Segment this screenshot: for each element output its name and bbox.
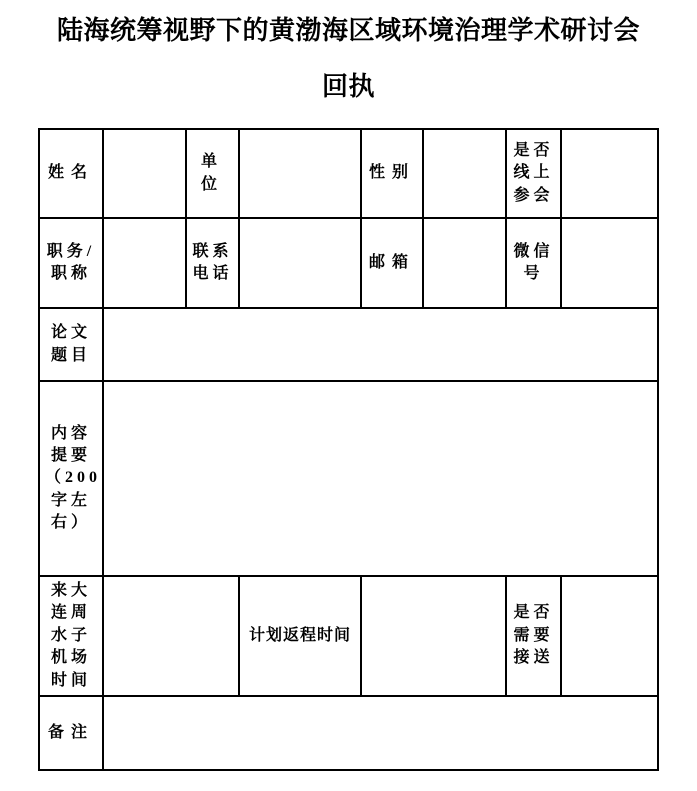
online-attendance-label-cell: 是否线上参会 [506,129,561,218]
pickup-label-cell: 是否需要接送 [506,576,561,696]
wechat-label-cell: 微信号 [506,218,561,308]
phone-label-cell: 联系电话 [186,218,239,308]
row-travel-info [39,576,658,696]
row-remarks [39,696,658,770]
arrival-time-value-cell[interactable] [103,576,239,696]
title-line-1: 陆海统筹视野下的黄渤海区域环境治理学术研讨会 [56,16,640,45]
online-attendance-value-cell[interactable] [561,129,658,218]
paper-title-label-cell: 论文题目 [39,308,103,381]
position-title-label-cell: 职务/职称 [39,218,103,308]
row-paper-title [39,308,658,381]
unit-value-cell[interactable] [239,129,361,218]
email-label-cell: 邮箱 [361,218,423,308]
paper-title-value-cell[interactable] [103,308,658,381]
name-value-cell[interactable] [103,129,186,218]
phone-value-cell[interactable] [239,218,361,308]
title-line-2: 回执 [321,72,375,101]
remarks-label-cell: 备注 [39,696,103,770]
row-contact-info [39,218,658,308]
email-value-cell[interactable] [423,218,506,308]
row-abstract [39,381,658,576]
unit-label-cell: 单位 [186,129,239,218]
registration-form-table [38,128,659,771]
document-title [0,0,697,102]
return-time-label-cell: 计划返程时间 [239,576,361,696]
abstract-value-cell[interactable] [103,381,658,576]
abstract-label-cell: 内容提要（200字左右） [39,381,103,576]
remarks-value-cell[interactable] [103,696,658,770]
arrival-time-label-cell: 来大连周水子机场时间 [39,576,103,696]
return-time-value-cell[interactable] [361,576,506,696]
position-title-value-cell[interactable] [103,218,186,308]
wechat-value-cell[interactable] [561,218,658,308]
gender-label-cell: 性别 [361,129,423,218]
gender-value-cell[interactable] [423,129,506,218]
pickup-value-cell[interactable] [561,576,658,696]
name-label-cell: 姓名 [39,129,103,218]
row-basic-info [39,129,658,218]
